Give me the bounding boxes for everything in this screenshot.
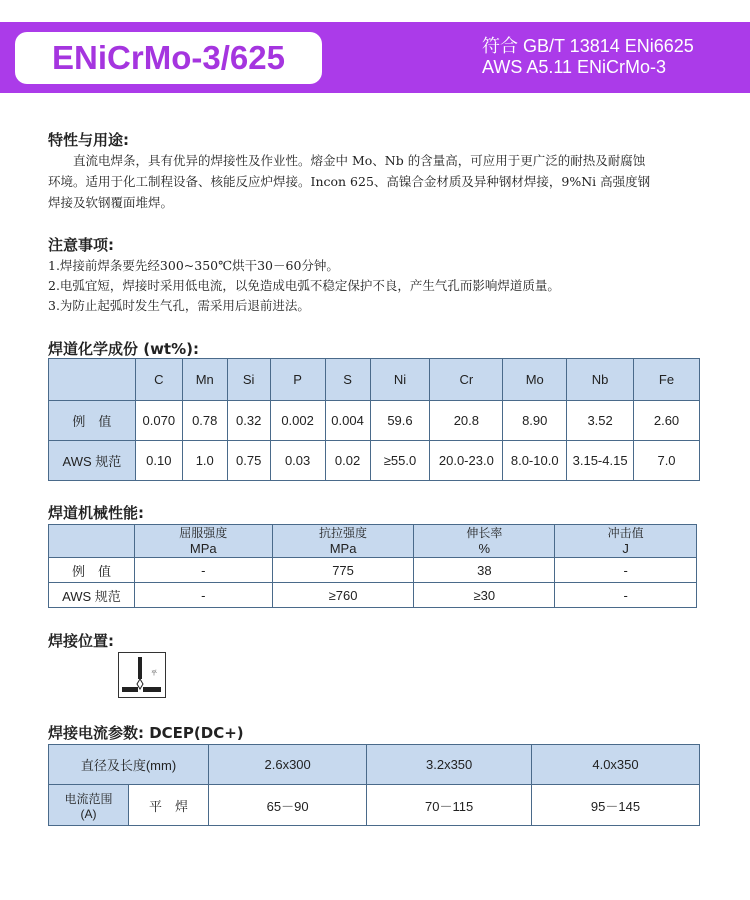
table-row [49,401,700,441]
table-cell: 20.8 [430,401,503,441]
current-range-label-1: 电流范围 [64,791,113,806]
table-cell: - [555,583,697,608]
table-cell: 775 [272,558,414,583]
current-value: 95－145 [532,785,700,826]
features-line: 直流电焊条，具有优异的焊接性及作业性。熔金中 Mo、Nb 的含量高，可应用于更广泛的耐热及耐腐蚀 [48,153,646,168]
table-cell: 0.02 [325,441,370,481]
table-cell: ≥30 [414,583,555,608]
features-text [48,150,708,213]
table-cell: C [135,359,182,401]
table-cell: Mn [182,359,227,401]
table-header-cell [272,525,414,558]
table-cell: AWS 规范 [49,441,136,481]
table-cell: 0.32 [227,401,270,441]
product-title: ENiCrMo-3/625 [15,32,322,84]
table-cell: - [134,583,272,608]
current-range-label-2: (A) [80,806,97,821]
table-cell: 8.0-10.0 [503,441,567,481]
chem-table [48,358,700,481]
table-cell: 0.10 [135,441,182,481]
table-cell: 0.002 [270,401,325,441]
table-cell: 例 值 [49,401,136,441]
notes-list [48,256,708,316]
table-cell: Mo [503,359,567,401]
size-cell: 2.6x300 [209,745,367,785]
note-item: 3.为防止起弧时发生气孔，需采用后退前进法。 [48,298,310,313]
table-cell: 0.004 [325,401,370,441]
flat-label: 平 焊 [129,785,209,826]
table-cell: 1.0 [182,441,227,481]
chem-heading: 焊道化学成份 (wt%): [48,340,199,358]
table-cell: 0.78 [182,401,227,441]
table-cell: 3.52 [567,401,634,441]
table-cell: Nb [567,359,634,401]
header-text: % [478,541,491,556]
table-cell: - [134,558,272,583]
features-line: 环境。适用于化工制程设备、核能反应炉焊接。Incon 625、高镍合金材质及异种钢材焊接，9%Ni 高强度钢 [48,174,651,189]
table-row [49,441,700,481]
table-cell: Ni [370,359,430,401]
table-cell: 38 [414,558,555,583]
current-range-label [49,785,129,826]
table-cell: AWS 规范 [49,583,135,608]
size-header: 直径及长度(mm) [49,745,209,785]
header-text: 抗拉强度 [319,526,368,540]
table-cell [49,359,136,401]
features-heading: 特性与用途: [48,131,129,149]
table-cell: 59.6 [370,401,430,441]
table-row [49,583,697,608]
standard-aws: AWS A5.11 ENiCrMo-3 [482,57,667,77]
table-cell: 0.75 [227,441,270,481]
position-heading: 焊接位置: [48,632,114,650]
header-text: MPa [329,541,357,556]
header-text: 屈服强度 [179,526,228,540]
note-item: 2.电弧宜短，焊接时采用低电流，以免造成电弧不稳定保护不良，产生气孔而影响焊道质量。 [48,278,560,293]
table-cell: P [270,359,325,401]
table-cell: Cr [430,359,503,401]
table-row [49,558,697,583]
current-table [48,744,700,826]
table-cell: 0.070 [135,401,182,441]
table-header-cell [134,525,272,558]
current-value: 70－115 [367,785,532,826]
table-header-row [49,525,697,558]
header-text: 冲击值 [607,526,644,540]
current-value: 65－90 [209,785,367,826]
header-text: 伸长率 [466,526,503,540]
standards [482,36,694,78]
size-cell: 4.0x350 [532,745,700,785]
table-header-cell [555,525,697,558]
table-cell: 2.60 [634,401,700,441]
features-line: 焊接及软钢覆面堆焊。 [48,195,174,210]
title-banner [0,22,750,93]
table-header-row [49,359,700,401]
table-header-cell [414,525,555,558]
flat-position-label: 平 [151,670,158,677]
header-text: J [622,541,629,556]
size-cell: 3.2x350 [367,745,532,785]
header-text: MPa [189,541,217,556]
table-cell: - [555,558,697,583]
table-cell: ≥55.0 [370,441,430,481]
table-cell: 7.0 [634,441,700,481]
table-cell: Si [227,359,270,401]
notes-heading: 注意事项: [48,236,114,254]
table-cell: 3.15-4.15 [567,441,634,481]
mech-table [48,524,697,608]
table-cell: Fe [634,359,700,401]
note-item: 1.焊接前焊条要先经300~350℃烘干30－60分钟。 [48,258,339,273]
flat-position-icon [118,652,166,698]
table-header-cell [49,525,135,558]
table-cell: ≥760 [272,583,414,608]
mech-heading: 焊道机械性能: [48,504,144,522]
table-cell: 20.0-23.0 [430,441,503,481]
table-cell: 例 值 [49,558,135,583]
table-cell: 0.03 [270,441,325,481]
current-heading: 焊接电流参数: DCEP(DC+) [48,724,244,742]
standard-gb: 符合 GB/T 13814 ENi6625 [482,36,694,56]
table-cell: 8.90 [503,401,567,441]
table-cell: S [325,359,370,401]
